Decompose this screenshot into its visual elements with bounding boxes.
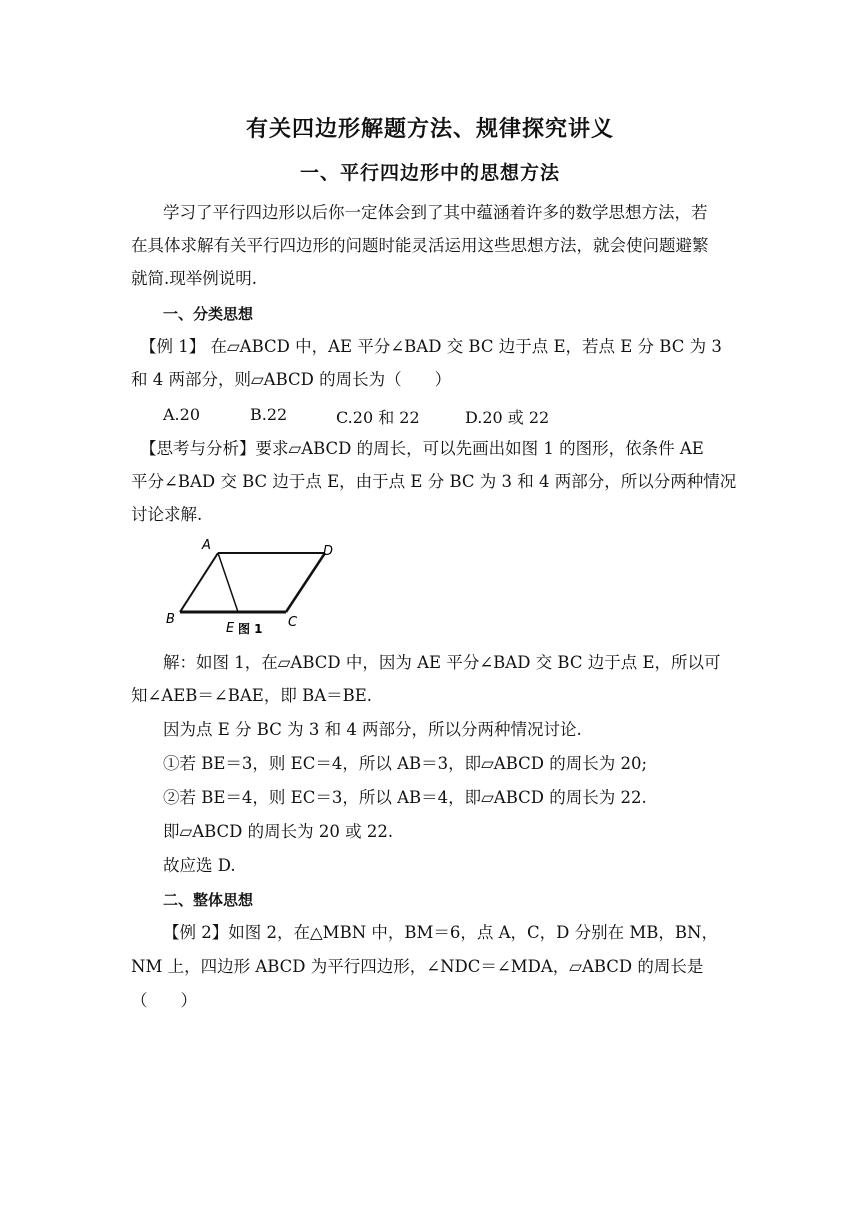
- label-b: B: [166, 612, 175, 627]
- analysis-line-3: 讨论求解.: [131, 505, 203, 524]
- label-d: D: [323, 544, 334, 559]
- solution-line-1: 解：如图 1，在▱ABCD 中，因为 AE 平分∠BAD 交 BC 边于点 E，所以可: [163, 653, 721, 672]
- choice-c: C.20 和 22: [336, 408, 420, 427]
- label-e: E: [226, 621, 235, 636]
- solution-answer: 故应选 D.: [163, 856, 236, 875]
- intro-line-3: 就简.现举例说明.: [131, 269, 257, 288]
- solution-conclusion: 即▱ABCD 的周长为 20 或 22.: [163, 822, 394, 841]
- solution-line-2: 知∠AEB＝∠BAE，即 BA＝BE.: [131, 686, 373, 705]
- example2-line-2: NM 上，四边形 ABCD 为平行四边形，∠NDC＝∠MDA，▱ABCD 的周长是: [131, 957, 704, 976]
- analysis-line-2: 平分∠BAD 交 BC 边于点 E，由于点 E 分 BC 为 3 和 4 两部分，所以分两种情况: [131, 472, 737, 491]
- section-heading: 一、平行四边形中的思想方法: [299, 162, 560, 184]
- label-a: A: [202, 538, 211, 553]
- page-title: 有关四边形解题方法、规律探究讲义: [245, 117, 614, 142]
- subsection-heading-2: 二、整体思想: [163, 891, 254, 909]
- intro-line-1: 学习了平行四边形以后你一定体会到了其中蕴涵着许多的数学思想方法，若: [163, 203, 708, 222]
- label-c: C: [288, 615, 298, 630]
- solution-case-2: ②若 BE＝4，则 EC＝3，所以 AB＝4，即▱ABCD 的周长为 22.: [163, 788, 647, 807]
- example2-line-1: 【例 2】如图 2，在△MBN 中，BM＝6，点 A，C，D 分别在 MB，BN，: [163, 923, 718, 942]
- example1-line-1: 【例 1】 在▱ABCD 中，AE 平分∠BAD 交 BC 边于点 E，若点 E 分 BC 为 3: [140, 337, 722, 356]
- example1-line-2: 和 4 两部分，则▱ABCD 的周长为（ ）: [131, 370, 452, 389]
- solution-line-3: 因为点 E 分 BC 为 3 和 4 两部分，所以分两种情况讨论.: [163, 720, 582, 739]
- subsection-heading-1: 一、分类思想: [163, 305, 254, 323]
- choice-d: D.20 或 22: [465, 408, 550, 427]
- analysis-line-1: 【思考与分析】要求▱ABCD 的周长，可以先画出如图 1 的图形，依条件 AE: [140, 439, 704, 458]
- intro-line-2: 在具体求解有关平行四边形的问题时能灵活运用这些思想方法，就会使问题避繁: [131, 236, 709, 255]
- solution-case-1: ①若 BE＝3，则 EC＝4，所以 AB＝3，即▱ABCD 的周长为 20;: [163, 754, 648, 773]
- choice-a: A.20: [163, 405, 200, 424]
- figure-caption: 图 1: [238, 622, 263, 636]
- choice-b: B.22: [250, 405, 288, 424]
- figure-1-parallelogram: [160, 533, 340, 638]
- example2-line-3: （ ）: [131, 991, 197, 1010]
